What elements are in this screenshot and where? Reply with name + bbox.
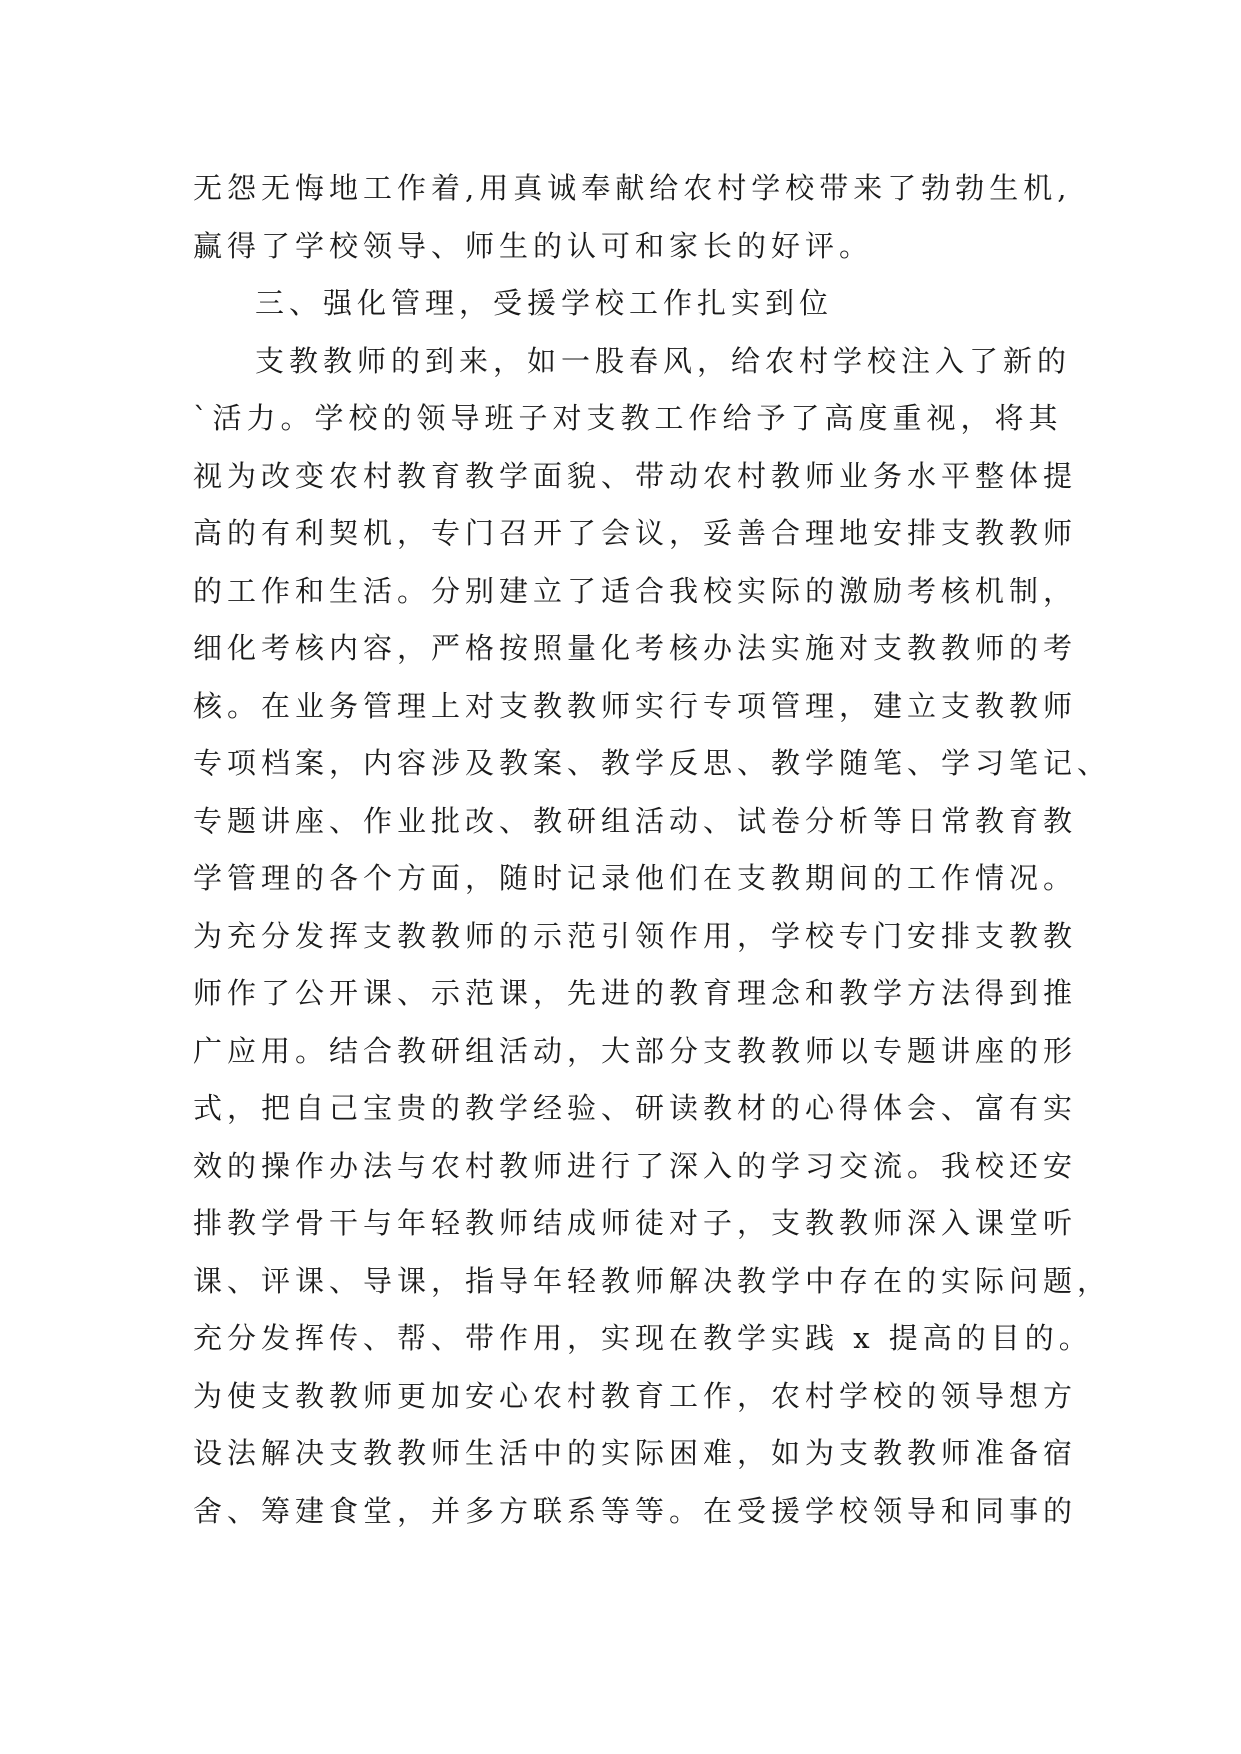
text-line: 课、评课、导课，指导年轻教师解决教学中存在的实际问题，: [193, 1263, 1112, 1298]
text-line: 广应用。结合教研组活动，大部分支教教师以专题讲座的形: [193, 1033, 1078, 1068]
text-line: 舍、筹建食堂，并多方联系等等。在受援学校领导和同事的: [193, 1493, 1078, 1528]
text-line: 师作了公开课、示范课，先进的教育理念和教学方法得到推: [193, 976, 1078, 1010]
text-line: 的工作和生活。分别建立了适合我校实际的激励考核机制，: [193, 573, 1078, 608]
text-line: 充分发挥传、帮、带作用，实现在教学实践 x 提高的目的。: [193, 1321, 1093, 1355]
text-line: 为使支教教师更加安心农村教育工作，农村学校的领导想方: [193, 1378, 1078, 1413]
text-line: 设法解决支教教师生活中的实际困难，如为支教教师准备宿: [193, 1436, 1078, 1470]
text-line: 视为改变农村教育教学面貌、带动农村教师业务水平整体提: [193, 458, 1078, 493]
text-line: 学管理的各个方面，随时记录他们在支教期间的工作情况。: [193, 861, 1078, 895]
text-line: 专项档案，内容涉及教案、教学反思、教学随笔、学习笔记、: [193, 746, 1112, 780]
text-line: 支教教师的到来，如一股春风，给农村学校注入了新的: [255, 343, 1072, 378]
section-heading: 三、强化管理，受援学校工作扎实到位: [255, 286, 834, 320]
text-line: 无怨无悔地工作着,用真诚奉献给农村学校带来了勃勃生机,: [193, 171, 1072, 205]
text-line: 赢得了学校领导、师生的认可和家长的好评。: [193, 228, 874, 263]
body-text: [193, 160, 1112, 1540]
text-line: 效的操作办法与农村教师进行了深入的学习交流。我校还安: [193, 1148, 1078, 1183]
text-line: 高的有利契机，专门召开了会议，妥善合理地安排支教教师: [193, 516, 1078, 550]
text-line: 为充分发挥支教教师的示范引领作用，学校专门安排支教教: [193, 918, 1078, 953]
text-line: `活力。学校的领导班子对支教工作给予了高度重视，将其: [193, 401, 1063, 435]
text-line: 专题讲座、作业批改、教研组活动、试卷分析等日常教育教: [193, 803, 1078, 838]
text-line: 排教学骨干与年轻教师结成师徒对子，支教教师深入课堂听: [193, 1206, 1078, 1240]
text-line: 式，把自己宝贵的教学经验、研读教材的心得体会、富有实: [193, 1091, 1078, 1125]
text-line: 核。在业务管理上对支教教师实行专项管理，建立支教教师: [193, 688, 1078, 723]
text-line: 细化考核内容，严格按照量化考核办法实施对支教教师的考: [193, 631, 1078, 665]
